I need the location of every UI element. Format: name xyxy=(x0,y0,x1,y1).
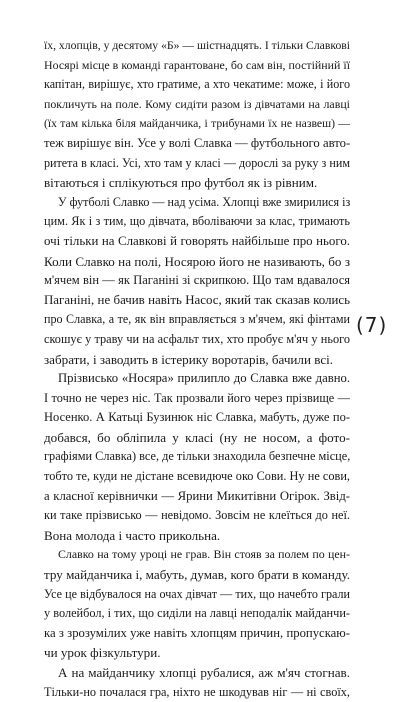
text-line: ритета в класі. Усі, хто там у класі — дорослі за руку з ним xyxy=(44,155,350,170)
text-line: Прізвисько «Носяра» прилипло до Славка вже давно. xyxy=(58,371,350,386)
text-line: тру майданчика і, мабуть, думав, кого брати в команду. xyxy=(44,567,350,583)
text-line: графіями Славка) все, де тільки знаходила безпечне місце, xyxy=(44,449,350,464)
text-line: покличуть на поле. Кому сидіти разом із дівчатами на лавці xyxy=(44,96,350,111)
text-line: А на майданчику хлопці рубалися, аж м'яч стогнав. xyxy=(58,665,350,680)
text-line: вітаються і сплікуються про футбол як із рівним. xyxy=(44,175,318,191)
text-line: Славко на тому уроці не грав. Він стояв за полем по цен- xyxy=(58,547,350,562)
text-line: про Славка, а те, як він вправляється з м'ячем, які фінтами xyxy=(44,312,350,327)
text-line: ки таке прізвисько — невідомо. Зовсім не клеїться до неї. xyxy=(44,508,350,523)
text-line: Паганіні, не бачив навіть Насос, який так сказав колись xyxy=(44,292,350,307)
text-line: Коли Славко на полі, Носярою його не називають, бо з xyxy=(44,253,350,269)
page-number: (7) xyxy=(356,313,388,337)
text-line: у волейбол, і тих, що сиділи на лавці неподалік майданчи- xyxy=(44,606,350,621)
text-line: капітан, вирішує, хто гратиме, а хто чекатиме: може, і його xyxy=(44,77,350,92)
text-line: Носенко. А Катьці Бузинюк ніс Славка, мабуть, дуже по- xyxy=(44,410,350,425)
text-line: У футболі Славко — над усіма. Хлопці вже змирилися із xyxy=(58,194,350,209)
text-line: Вона молода і часто прикольна. xyxy=(44,527,221,543)
text-line: добався, бо обліпила у класі (ну не носом, а фото- xyxy=(44,429,350,445)
text-line: Носярі місце в команді гарантоване, бо сам він, постійний її xyxy=(44,57,350,72)
text-line: забрати, і заводить в істерику воротарів, бачили всі. xyxy=(44,351,334,367)
text-line: очі тільки на Славкові й говорять найбільше про нього. xyxy=(44,233,350,248)
text-line: м'ячем він — як Паганіні зі скрипкою. Що там вдавалося xyxy=(44,273,350,288)
body-text xyxy=(44,36,350,702)
text-line: їх, хлопців, у десятому «Б» — шістнадцять. І тільки Славкові xyxy=(44,39,350,52)
text-line: а класної керівнички — Ярини Микитівни Огірок. Звід- xyxy=(44,488,350,503)
text-line: цим. Як і з тим, що дівчата, вболіваючи за клас, тримають xyxy=(44,214,350,229)
text-line: І точно не через ніс. Так прозвали його через прізвище — xyxy=(44,390,350,405)
text-line: Усе це відбувалося на очах дівчат — тих, що начебто грали xyxy=(44,586,350,601)
text-line: скошує у траву чи на асфальт тих, хто пробує м'яч у нього xyxy=(44,331,350,346)
text-line: чи урок фізкультури. xyxy=(44,645,161,661)
text-line: теж вирішує він. Усе у волі Славка — футбольного авто- xyxy=(44,135,350,150)
text-line: Тільки-но почалася гра, ніхто не шкодував ніг — ні своїх, xyxy=(44,684,350,699)
text-line: ка з зрозумілих уже навіть хлопцям причин, пропускаю- xyxy=(44,625,350,640)
text-line: тобто те, куди не дістане всевидюче око Сови. Ну не сови, xyxy=(44,469,350,484)
text-line: (їх там кілька біля майданчика, і трибунами їх не назвеш) — xyxy=(44,117,350,131)
